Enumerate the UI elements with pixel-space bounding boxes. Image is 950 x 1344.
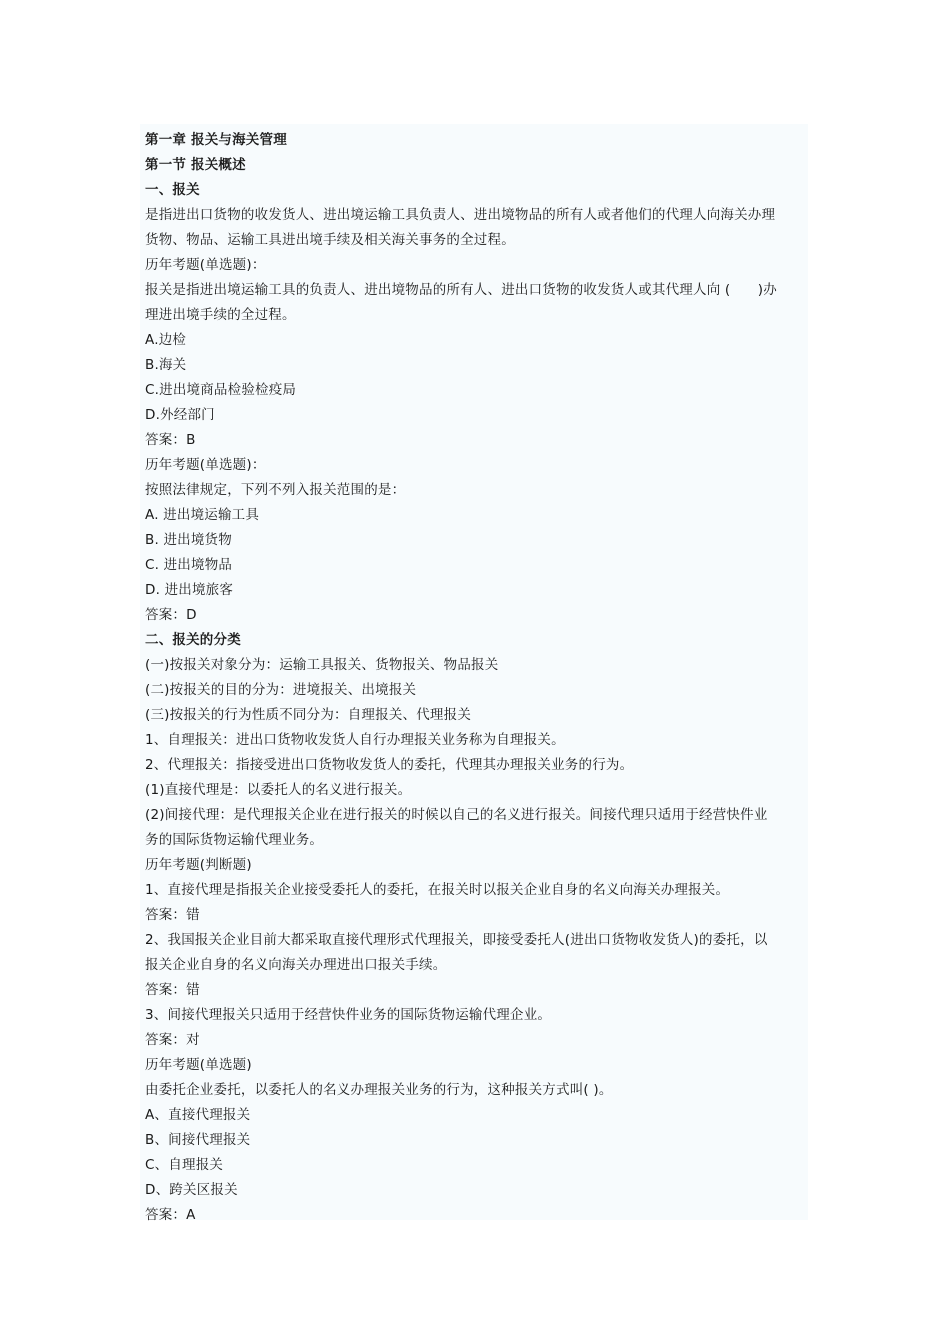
definition-line: 货物、物品、运输工具进出境手续及相关海关事务的全过程。 — [145, 232, 515, 248]
question-label: 历年考题(单选题)： — [145, 457, 266, 473]
judgment-statement: 1、直接代理是指报关企业接受委托人的委托，在报关时以报关企业自身的名义向海关办理报关。 — [145, 882, 730, 898]
heading-baoguan: 一、报关 — [145, 182, 200, 198]
classification-item: (三)按报关的行为性质不同分为：自理报关、代理报关 — [145, 707, 472, 723]
definition-line: 是指进出口货物的收发货人、进出境运输工具负责人、进出境物品的所有人或者他们的代理人向海关办理 — [145, 207, 776, 223]
option-a: A.边检 — [145, 332, 187, 348]
option-d: D、跨关区报关 — [145, 1182, 238, 1198]
option-c: C. 进出境物品 — [145, 557, 233, 573]
option-a: A、直接代理报关 — [145, 1107, 251, 1123]
chapter-title: 第一章 报关与海关管理 — [145, 132, 287, 148]
question-label: 历年考题(判断题) — [145, 857, 252, 873]
indirect-agent: (2)间接代理：是代理报关企业在进行报关的时候以自己的名义进行报关。间接代理只适用于经营快件业 — [145, 807, 768, 823]
classification-item: (一)按报关对象分为：运输工具报关、货物报关、物品报关 — [145, 657, 499, 673]
question-label: 历年考题(单选题) — [145, 1057, 252, 1073]
question-stem: 按照法律规定，下列不列入报关范围的是： — [145, 482, 406, 498]
agent-declaration: 2、代理报关：指接受进出口货物收发货人的委托，代理其办理报关业务的行为。 — [145, 757, 634, 773]
option-b: B. 进出境货物 — [145, 532, 232, 548]
question-stem: 由委托企业委托，以委托人的名义办理报关业务的行为，这种报关方式叫( )。 — [145, 1082, 613, 1098]
answer: 答案：错 — [145, 982, 200, 998]
question-stem: 理进出境手续的全过程。 — [145, 307, 296, 323]
indirect-agent: 务的国际货物运输代理业务。 — [145, 832, 324, 848]
question-label: 历年考题(单选题)： — [145, 257, 266, 273]
option-a: A. 进出境运输工具 — [145, 507, 260, 523]
content-block — [140, 124, 808, 1223]
section-title: 第一节 报关概述 — [145, 157, 246, 173]
classification-item: (二)按报关的目的分为：进境报关、出境报关 — [145, 682, 417, 698]
option-d: D.外经部门 — [145, 407, 215, 423]
judgment-statement: 报关企业自身的名义向海关办理进出口报关手续。 — [145, 957, 447, 973]
option-c: C、自理报关 — [145, 1157, 224, 1173]
answer: 答案：对 — [145, 1032, 200, 1048]
heading-classification: 二、报关的分类 — [145, 632, 241, 648]
option-c: C.进出境商品检验检疫局 — [145, 382, 297, 398]
answer: 答案：错 — [145, 907, 200, 923]
judgment-statement: 3、间接代理报关只适用于经营快件业务的国际货物运输代理企业。 — [145, 1007, 552, 1023]
option-b: B、间接代理报关 — [145, 1132, 251, 1148]
judgment-statement: 2、我国报关企业目前大都采取直接代理形式代理报关，即接受委托人(进出口货物收发货人)的委托，以 — [145, 932, 768, 948]
self-declaration: 1、自理报关：进出口货物收发货人自行办理报关业务称为自理报关。 — [145, 732, 565, 748]
answer: 答案：B — [145, 432, 196, 448]
answer: 答案：A — [145, 1207, 196, 1223]
direct-agent: (1)直接代理是：以委托人的名义进行报关。 — [145, 782, 412, 798]
answer: 答案：D — [145, 607, 197, 623]
option-b: B.海关 — [145, 357, 187, 373]
option-d: D. 进出境旅客 — [145, 582, 234, 598]
question-stem: 报关是指进出境运输工具的负责人、进出境物品的所有人、进出口货物的收发货人或其代理人向 ( )办 — [145, 282, 777, 298]
